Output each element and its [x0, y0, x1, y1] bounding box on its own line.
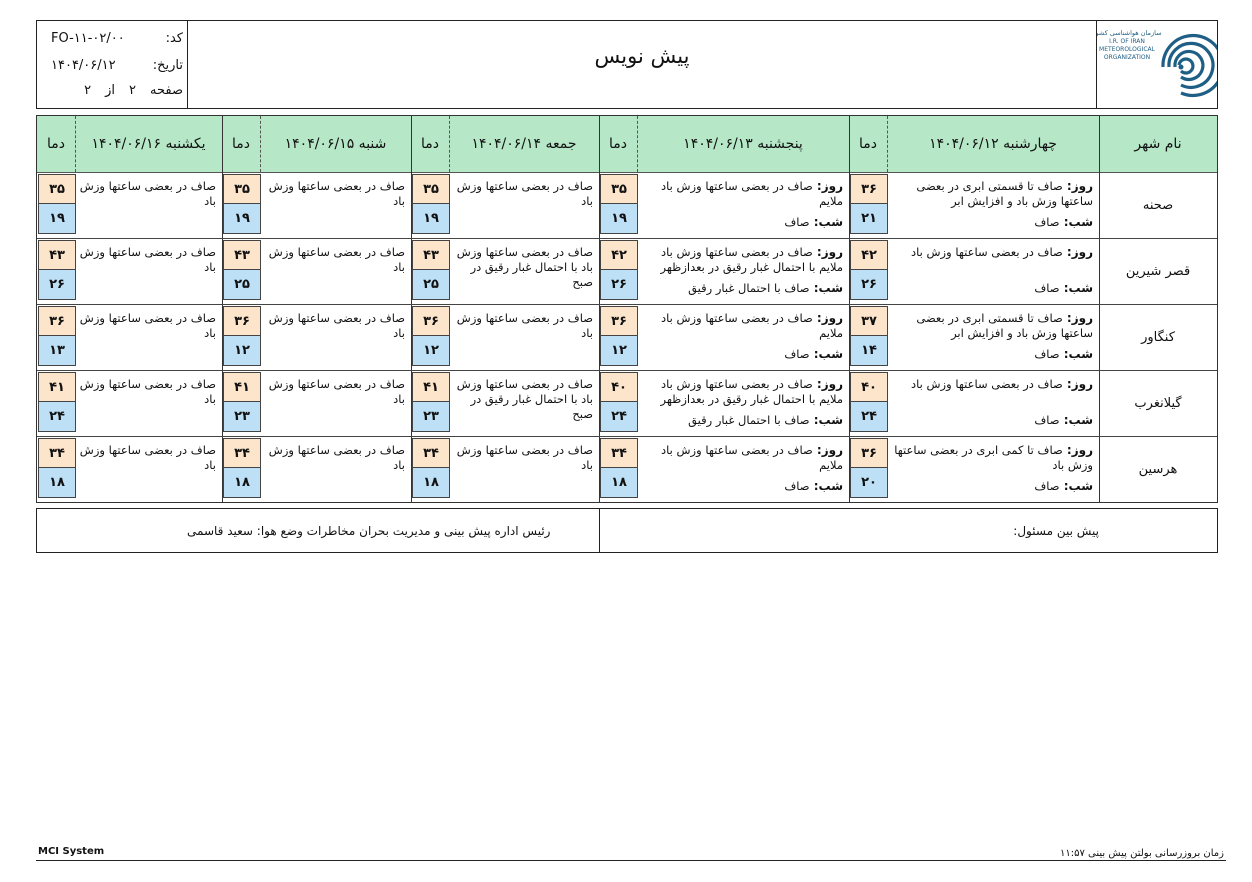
- temp-column-header: دما: [411, 116, 449, 173]
- day-forecast-text: صاف در بعضی ساعتها وزش باد: [79, 311, 216, 340]
- date-label: تاریخ:: [152, 58, 183, 73]
- day-forecast-text: صاف در بعضی ساعتها وزش باد: [79, 245, 216, 274]
- max-temperature: ۳۴: [412, 438, 450, 469]
- day-forecast-text: روز: صاف در بعضی ساعتها وزش باد: [911, 245, 1093, 259]
- night-forecast-text: شب: صاف با احتمال غبار رقیق: [688, 413, 843, 427]
- organization-logo: [1096, 21, 1217, 108]
- day-forecast-text: روز: صاف در بعضی ساعتها وزش باد ملایم با احتمال غبار رقیق در بعدازظهر: [660, 377, 843, 406]
- min-temperature: ۲۱: [850, 203, 888, 234]
- min-temperature: ۲۶: [850, 269, 888, 300]
- min-temperature: ۲۴: [600, 401, 638, 432]
- day-forecast-text: روز: صاف در بعضی ساعتها وزش باد ملایم: [661, 311, 843, 340]
- day-label: روز:: [812, 179, 843, 193]
- night-label: شب:: [809, 281, 843, 295]
- min-temperature: ۲۵: [223, 269, 261, 300]
- max-temperature: ۳۶: [223, 306, 261, 337]
- code-row: [51, 31, 183, 46]
- max-temperature: ۳۶: [850, 438, 888, 469]
- day-forecast-text: روز: صاف تا قسمتی ابری در بعضی ساعتها وزش باد و افزایش ابر: [916, 179, 1093, 208]
- day-column-header: یکشنبه ۱۴۰۴/۰۶/۱۶: [75, 116, 222, 173]
- min-temperature: ۲۴: [850, 401, 888, 432]
- day-label: روز:: [1062, 245, 1093, 259]
- city-name: کنگاور: [1141, 329, 1175, 345]
- night-forecast-text: شب: صاف: [1034, 347, 1093, 361]
- min-temperature: ۱۹: [38, 203, 76, 234]
- code-label: کد:: [165, 31, 183, 46]
- meteorological-organization-logo-icon: [1097, 21, 1217, 108]
- min-temperature: ۲۰: [850, 467, 888, 498]
- max-temperature: ۴۱: [412, 372, 450, 403]
- min-temperature: ۱۲: [223, 335, 261, 366]
- row-divider: [37, 238, 1217, 239]
- temp-column-header: دما: [222, 116, 260, 173]
- day-forecast-text: صاف در بعضی ساعتها وزش باد: [268, 245, 405, 274]
- max-temperature: ۴۱: [223, 372, 261, 403]
- page-number: ۲: [129, 83, 137, 98]
- max-temperature: ۴۰: [600, 372, 638, 403]
- night-label: شب:: [809, 479, 843, 493]
- document-meta: [37, 21, 188, 108]
- svg-text:METEOROLOGICAL: METEOROLOGICAL: [1099, 46, 1155, 53]
- temp-column-header: دما: [849, 116, 887, 173]
- day-forecast-text: صاف در بعضی ساعتها وزش باد: [456, 311, 593, 340]
- min-temperature: ۲۴: [38, 401, 76, 432]
- max-temperature: ۳۶: [412, 306, 450, 337]
- system-name: MCI System: [38, 846, 105, 857]
- forecast-table: [36, 115, 1218, 503]
- document-title: پیش نویس: [594, 44, 690, 68]
- max-temperature: ۳۵: [223, 174, 261, 205]
- max-temperature: ۳۴: [38, 438, 76, 469]
- night-forecast-text: شب: صاف: [784, 215, 843, 229]
- day-column-header: چهارشنبه ۱۴۰۴/۰۶/۱۲: [887, 116, 1099, 173]
- night-label: شب:: [809, 215, 843, 229]
- city-name: گیلانغرب: [1134, 395, 1182, 411]
- day-forecast-text: روز: صاف در بعضی ساعتها وزش باد ملایم: [661, 443, 843, 472]
- day-forecast-text: روز: صاف تا قسمتی ابری در بعضی ساعتها وزش باد و افزایش ابر: [916, 311, 1093, 340]
- day-forecast-text: صاف در بعضی ساعتها وزش باد با احتمال غبار رقیق در صبح: [456, 245, 593, 289]
- row-divider: [37, 370, 1217, 371]
- day-forecast-text: صاف در بعضی ساعتها وزش باد با احتمال غبار رقیق در صبح: [456, 377, 593, 421]
- code-value: FO-۱۱-۰۲/۰۰: [51, 31, 125, 46]
- min-temperature: ۲۶: [600, 269, 638, 300]
- city-column-header: نام شهر: [1099, 116, 1217, 173]
- min-temperature: ۱۸: [412, 467, 450, 498]
- day-forecast-text: صاف در بعضی ساعتها وزش باد: [456, 179, 593, 208]
- day-forecast-text: روز: صاف تا کمی ابری در بعضی ساعتها وزش باد: [894, 443, 1093, 472]
- max-temperature: ۳۶: [600, 306, 638, 337]
- day-label: روز:: [1062, 443, 1093, 457]
- max-temperature: ۴۰: [850, 372, 888, 403]
- city-name: قصر شیرین: [1125, 263, 1191, 279]
- max-temperature: ۳۷: [850, 306, 888, 337]
- max-temperature: ۳۵: [38, 174, 76, 205]
- svg-text:I.R. OF IRAN: I.R. OF IRAN: [1109, 38, 1145, 45]
- temp-divider: [887, 116, 888, 172]
- night-forecast-text: شب: صاف: [1034, 413, 1093, 427]
- temp-divider: [637, 116, 638, 172]
- min-temperature: ۱۸: [223, 467, 261, 498]
- day-label: روز:: [812, 245, 843, 259]
- min-temperature: ۲۳: [412, 401, 450, 432]
- night-label: شب:: [1059, 479, 1093, 493]
- temp-column-header: دما: [599, 116, 637, 173]
- temp-column-header: دما: [37, 116, 75, 173]
- day-forecast-text: صاف در بعضی ساعتها وزش باد: [79, 443, 216, 472]
- max-temperature: ۳۵: [600, 174, 638, 205]
- day-label: روز:: [812, 311, 843, 325]
- min-temperature: ۱۴: [850, 335, 888, 366]
- footer-divider: [36, 860, 1226, 861]
- city-name: هرسین: [1138, 461, 1178, 477]
- day-forecast-text: صاف در بعضی ساعتها وزش باد: [268, 443, 405, 472]
- night-label: شب:: [809, 413, 843, 427]
- max-temperature: ۳۴: [600, 438, 638, 469]
- night-forecast-text: شب: صاف: [784, 347, 843, 361]
- day-forecast-text: صاف در بعضی ساعتها وزش باد: [79, 377, 216, 406]
- row-divider: [37, 304, 1217, 305]
- night-label: شب:: [1059, 215, 1093, 229]
- night-forecast-text: شب: صاف: [784, 479, 843, 493]
- document-header: [36, 20, 1218, 109]
- day-forecast-text: صاف در بعضی ساعتها وزش باد: [79, 179, 216, 208]
- night-label: شب:: [1059, 413, 1093, 427]
- forecaster-label: پیش بین مسئول:: [1013, 524, 1099, 538]
- day-column-header: پنجشنبه ۱۴۰۴/۰۶/۱۳: [637, 116, 849, 173]
- min-temperature: ۱۲: [412, 335, 450, 366]
- day-column-header: شنبه ۱۴۰۴/۰۶/۱۵: [260, 116, 411, 173]
- day-column-header: جمعه ۱۴۰۴/۰۶/۱۴: [449, 116, 599, 173]
- day-forecast-text: روز: صاف در بعضی ساعتها وزش باد ملایم با احتمال غبار رقیق در بعدازظهر: [660, 245, 843, 274]
- day-label: روز:: [812, 443, 843, 457]
- night-label: شب:: [1059, 347, 1093, 361]
- svg-text:سازمان هواشناسی کشور: سازمان هواشناسی کشور: [1097, 29, 1162, 37]
- min-temperature: ۱۹: [412, 203, 450, 234]
- min-temperature: ۱۸: [38, 467, 76, 498]
- min-temperature: ۱۹: [223, 203, 261, 234]
- min-temperature: ۲۵: [412, 269, 450, 300]
- page-row: [51, 83, 183, 98]
- day-forecast-text: روز: صاف در بعضی ساعتها وزش باد ملایم: [661, 179, 843, 208]
- night-label: شب:: [809, 347, 843, 361]
- day-forecast-text: صاف در بعضی ساعتها وزش باد: [268, 179, 405, 208]
- min-temperature: ۱۳: [38, 335, 76, 366]
- page-label: صفحه: [150, 83, 183, 98]
- min-temperature: ۱۲: [600, 335, 638, 366]
- max-temperature: ۳۶: [850, 174, 888, 205]
- day-forecast-text: روز: صاف در بعضی ساعتها وزش باد: [911, 377, 1093, 391]
- max-temperature: ۴۳: [412, 240, 450, 271]
- svg-text:ORGANIZATION: ORGANIZATION: [1103, 54, 1151, 61]
- max-temperature: ۳۵: [412, 174, 450, 205]
- max-temperature: ۴۱: [38, 372, 76, 403]
- day-forecast-text: صاف در بعضی ساعتها وزش باد: [456, 443, 593, 472]
- page-of: از: [105, 83, 116, 98]
- max-temperature: ۴۳: [223, 240, 261, 271]
- min-temperature: ۲۶: [38, 269, 76, 300]
- day-label: روز:: [1062, 377, 1093, 391]
- update-time: زمان بروزرسانی بولتن پیش بینی ۱۱:۵۷: [1060, 848, 1224, 859]
- day-forecast-text: صاف در بعضی ساعتها وزش باد: [268, 311, 405, 340]
- date-row: [51, 58, 183, 73]
- department-head: رئیس اداره پیش بینی و مدیریت بحران مخاطرات وضع هوا: سعید قاسمی: [187, 524, 551, 538]
- temp-divider: [75, 116, 76, 172]
- max-temperature: ۳۶: [38, 306, 76, 337]
- max-temperature: ۴۲: [850, 240, 888, 271]
- signature-box: [36, 508, 1218, 553]
- min-temperature: ۲۳: [223, 401, 261, 432]
- day-label: روز:: [1062, 179, 1093, 193]
- min-temperature: ۱۹: [600, 203, 638, 234]
- max-temperature: ۳۴: [223, 438, 261, 469]
- day-label: روز:: [812, 377, 843, 391]
- max-temperature: ۴۲: [600, 240, 638, 271]
- day-label: روز:: [1062, 311, 1093, 325]
- day-forecast-text: صاف در بعضی ساعتها وزش باد: [268, 377, 405, 406]
- page-total: ۲: [84, 83, 92, 98]
- row-divider: [37, 436, 1217, 437]
- night-forecast-text: شب: صاف با احتمال غبار رقیق: [688, 281, 843, 295]
- temp-divider: [449, 116, 450, 172]
- city-name: صحنه: [1142, 197, 1174, 213]
- night-forecast-text: شب: صاف: [1034, 215, 1093, 229]
- date-value: ۱۴۰۴/۰۶/۱۲: [51, 58, 116, 73]
- min-temperature: ۱۸: [600, 467, 638, 498]
- temp-divider: [260, 116, 261, 172]
- night-label: شب:: [1059, 281, 1093, 295]
- max-temperature: ۴۳: [38, 240, 76, 271]
- night-forecast-text: شب: صاف: [1034, 281, 1093, 295]
- night-forecast-text: شب: صاف: [1034, 479, 1093, 493]
